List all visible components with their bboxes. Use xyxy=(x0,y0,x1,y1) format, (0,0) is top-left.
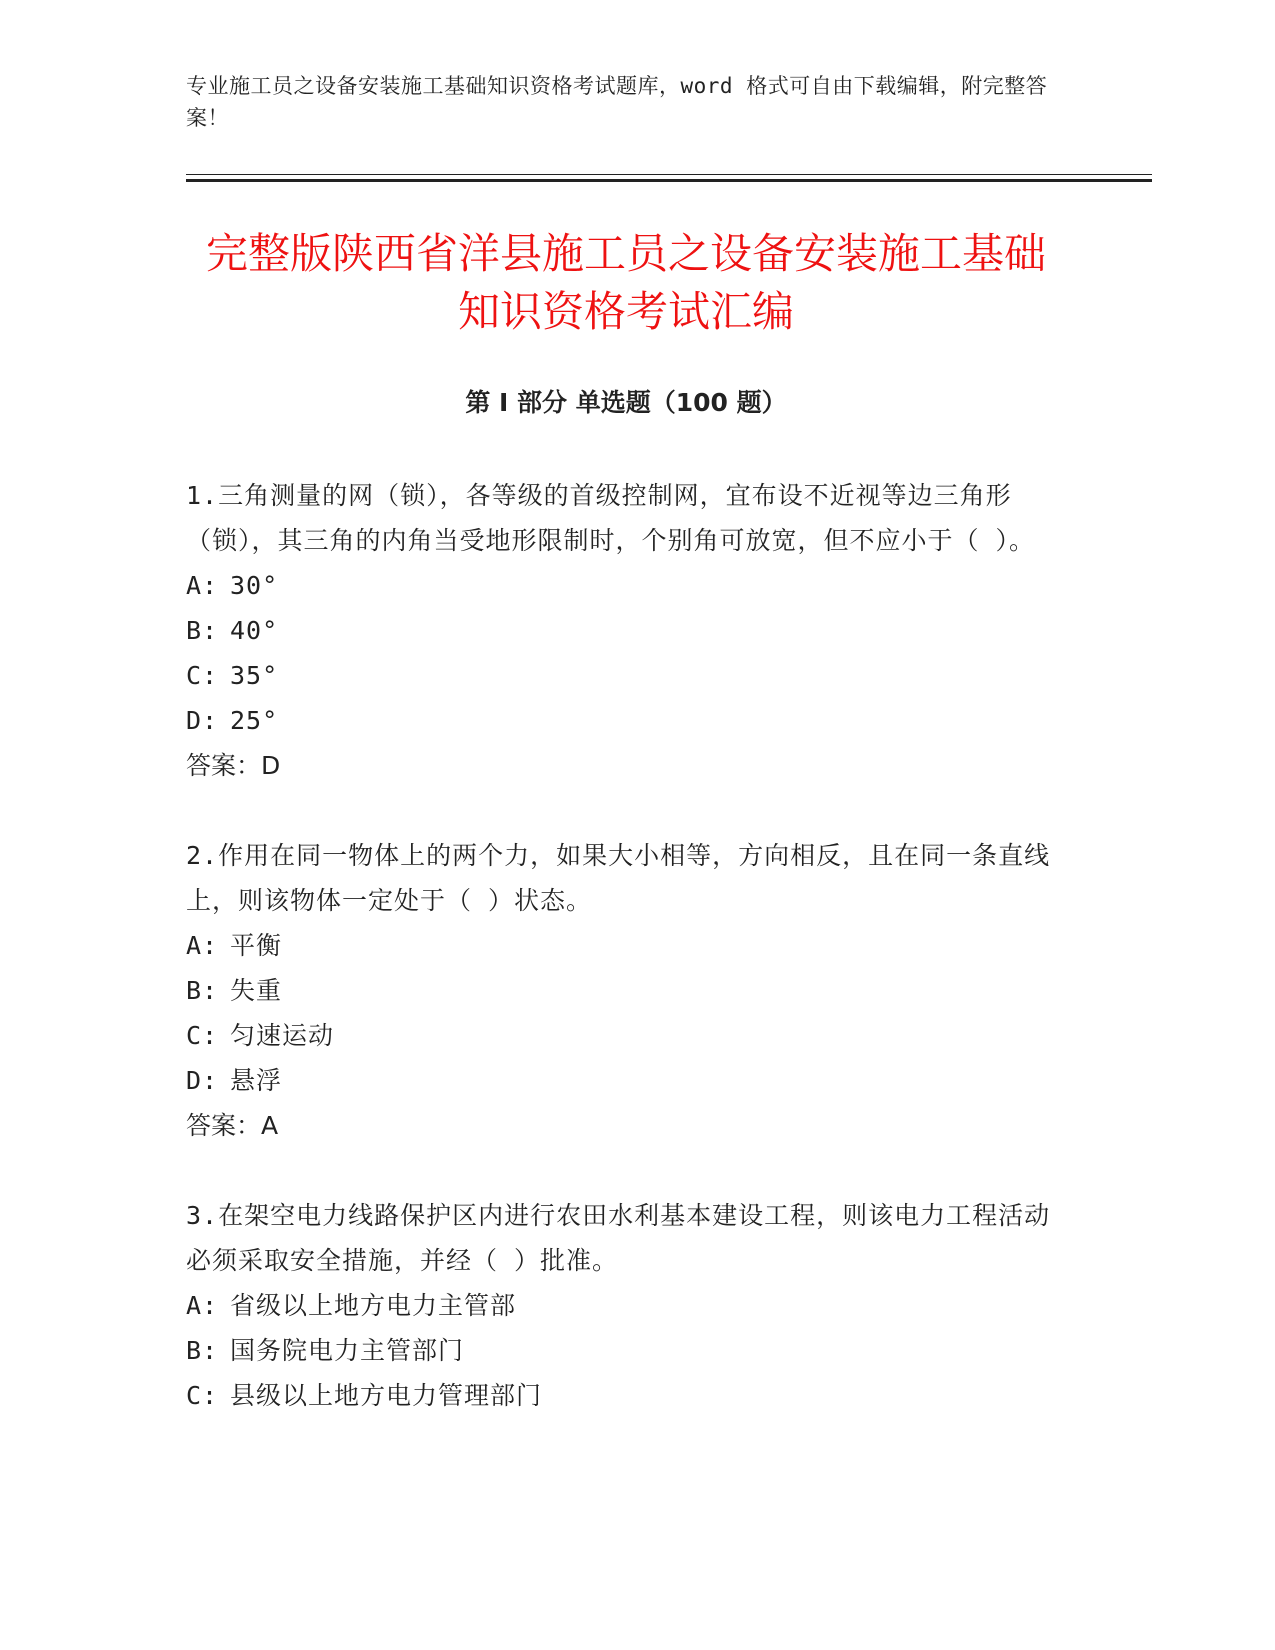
answer-line: 答案：D xyxy=(186,751,281,780)
question-list xyxy=(186,473,1066,1463)
option-b xyxy=(186,608,1066,653)
header-rule-thin xyxy=(186,174,1152,175)
question-stem: 2.作用在同一物体上的两个力，如果大小相等，方向相反，且在同一条直线上，则该物体一定处于（ ）状态。 xyxy=(186,841,1051,915)
option-text: 省级以上地方电力主管部 xyxy=(230,1291,517,1320)
option-c xyxy=(186,1373,1066,1418)
option-letter: B: xyxy=(186,976,219,1005)
option-letter: A: xyxy=(186,1291,219,1320)
option-a xyxy=(186,923,1066,968)
option-c xyxy=(186,1013,1066,1058)
option-letter: D: xyxy=(186,706,219,735)
question-stem: 3.在架空电力线路保护区内进行农田水利基本建设工程，则该电力工程活动必须采取安全措施，并经（ ）批准。 xyxy=(186,1201,1051,1275)
option-c xyxy=(186,653,1066,698)
option-text: 悬浮 xyxy=(230,1066,283,1095)
section-heading: 第 I 部分 单选题（100 题） xyxy=(465,388,787,417)
option-letter: A: xyxy=(186,571,219,600)
option-letter: C: xyxy=(186,1381,219,1410)
question-1 xyxy=(186,473,1066,788)
option-d xyxy=(186,698,1066,743)
option-text: 30° xyxy=(230,571,279,600)
option-text: 平衡 xyxy=(230,931,283,960)
question-2 xyxy=(186,833,1066,1148)
option-text: 40° xyxy=(230,616,279,645)
header-rule-thick xyxy=(186,179,1152,182)
option-text: 失重 xyxy=(230,976,283,1005)
header-note: 专业施工员之设备安装施工基础知识资格考试题库，word 格式可自由下载编辑，附完整答案！ xyxy=(186,74,1048,130)
question-3 xyxy=(186,1193,1066,1418)
option-letter: C: xyxy=(186,661,219,690)
option-text: 国务院电力主管部门 xyxy=(230,1336,465,1365)
answer-line: 答案：A xyxy=(186,1111,279,1140)
option-letter: C: xyxy=(186,1021,219,1050)
option-letter: D: xyxy=(186,1066,219,1095)
option-b xyxy=(186,968,1066,1013)
option-d xyxy=(186,1058,1066,1103)
option-text: 35° xyxy=(230,661,279,690)
question-stem: 1.三角测量的网（锁），各等级的首级控制网，宜布设不近视等边三角形（锁），其三角的内角当受地形限制时，个别角可放宽，但不应小于（ ）。 xyxy=(186,481,1036,555)
option-text: 匀速运动 xyxy=(230,1021,335,1050)
option-a xyxy=(186,1283,1066,1328)
option-a xyxy=(186,563,1066,608)
option-text: 25° xyxy=(230,706,279,735)
option-letter: B: xyxy=(186,1336,219,1365)
document-title: 完整版陕西省洋县施工员之设备安装施工基础知识资格考试汇编 xyxy=(205,229,1046,336)
option-letter: A: xyxy=(186,931,219,960)
option-b xyxy=(186,1328,1066,1373)
option-text: 县级以上地方电力管理部门 xyxy=(230,1381,543,1410)
option-letter: B: xyxy=(186,616,219,645)
